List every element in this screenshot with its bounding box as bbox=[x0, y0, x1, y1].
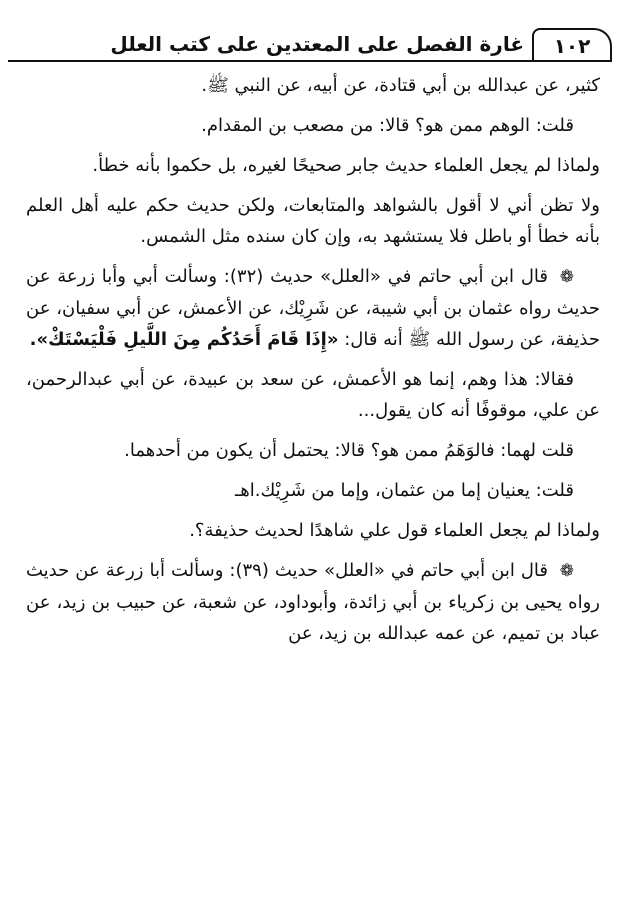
page-body bbox=[26, 70, 600, 658]
paragraph: قلت لهما: فالوَهَمُ ممن هو؟ قالا: يحتمل أن يكون من أحدهما. bbox=[124, 440, 574, 461]
paragraph-text: قال ابن أبي حاتم في «العلل» حديث (٣٩): وسألت أبا زرعة عن حديث رواه يحيى بن زكرياء بن أبي زائدة، وأبوداود، عن شعبة، عن حبيب بن زيد، عن عباد بن تميم، عن عمه عبدالله بن زيد، عن bbox=[26, 560, 600, 644]
paragraph-text: قال ابن أبي حاتم في «العلل» حديث (٣٢): وسألت أبي وأبا زرعة عن حديث رواه عثمان بن أبي شيبة، عن شَرِيْك، عن الأعمش، عن أبي سفيان، عن حذيفة، عن رسول الله ﷺ أنه قال: bbox=[26, 266, 600, 350]
running-title: غارة الفصل على المعتدين على كتب العلل bbox=[110, 32, 524, 56]
header-rule bbox=[8, 60, 612, 62]
paragraph-hadith-32 bbox=[26, 261, 600, 355]
paragraph: ولا تظن أني لا أقول بالشواهد والمتابعات، ولكن حديث حكم عليه أهل العلم بأنه خطأ أو باطل فلا يستشهد به، وإن كان سنده مثل الشمس. bbox=[26, 195, 600, 247]
paragraph: قلت: الوهم ممن هو؟ قالا: من مصعب بن المقدام. bbox=[201, 115, 574, 136]
paragraph: ولماذا لم يجعل العلماء حديث جابر صحيحًا لغيره، بل حكموا بأنه خطأ. bbox=[92, 155, 600, 176]
paragraph: قلت: يعنيان إما من عثمان، وإما من شَرِيْك.اهـ bbox=[234, 480, 574, 501]
flower-ornament-icon: ❁ bbox=[559, 267, 574, 287]
page-number: ١٠٢ bbox=[532, 28, 612, 62]
paragraph: فقالا: هذا وهم، إنما هو الأعمش، عن سعد بن عبيدة، عن أبي عبدالرحمن، عن علي، موقوفًا أنه كان يقول... bbox=[26, 369, 600, 421]
paragraph: كثير، عن عبدالله بن أبي قتادة، عن أبيه، عن النبي ﷺ. bbox=[201, 75, 600, 96]
flower-ornament-icon: ❁ bbox=[559, 561, 574, 581]
page-header bbox=[8, 28, 612, 62]
paragraph: ولماذا لم يجعل العلماء قول علي شاهدًا لحديث حذيفة؟. bbox=[189, 520, 600, 541]
hadith-quote: «إِذَا قَامَ أَحَدُكُم مِنَ اللَّيلِ فَلْيَسْتَكْ». bbox=[29, 329, 339, 350]
paragraph-hadith-39 bbox=[26, 555, 600, 649]
